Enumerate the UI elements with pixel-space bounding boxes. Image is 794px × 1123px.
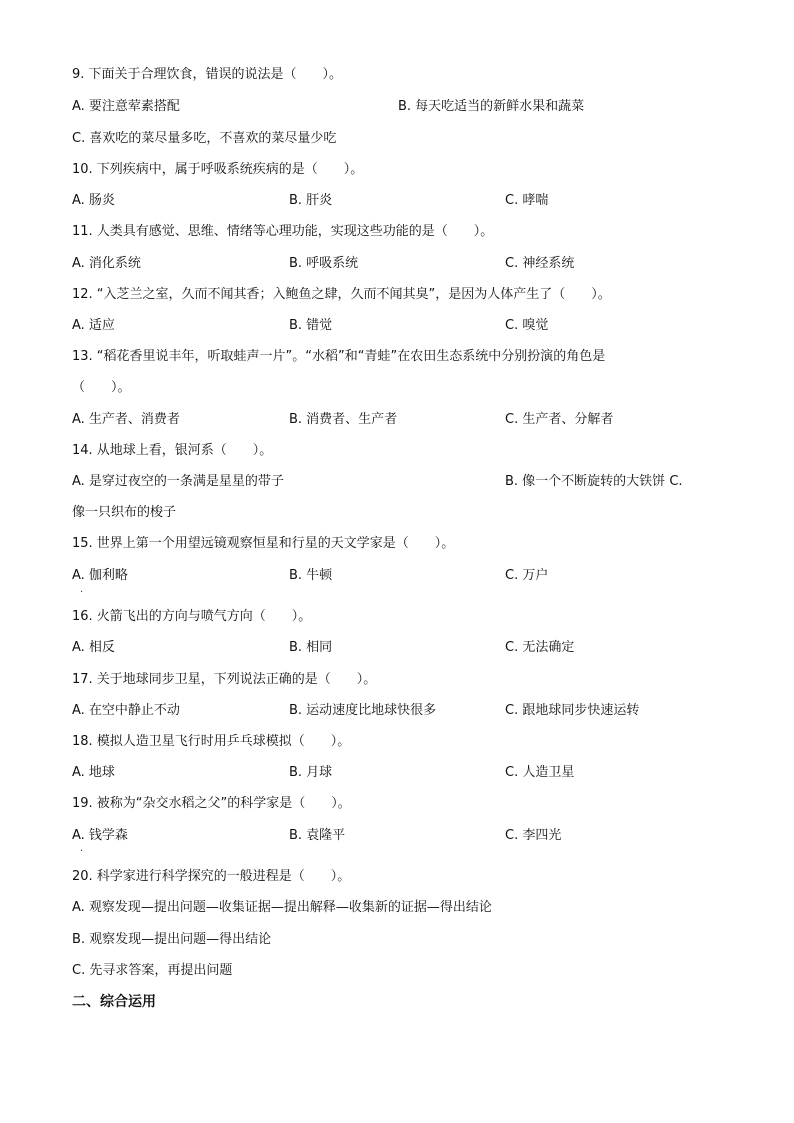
q10-option-c: C. 哮喘	[505, 193, 549, 208]
q19-option-a: A. 钱学森	[72, 828, 128, 843]
q18-option-c: C. 人造卫星	[505, 765, 575, 780]
q13-option-a: A. 生产者、消费者	[72, 412, 180, 427]
q11-option-a: A. 消化系统	[72, 256, 141, 271]
q20-option-b: B. 观察发现—提出问题—得出结论	[72, 932, 272, 947]
q12-option-c: C. 嗅觉	[505, 318, 549, 333]
q15-option-a: A. 伽利略	[72, 568, 128, 583]
q10-option-b: B. 肝炎	[289, 193, 333, 208]
q18-option-a: A. 地球	[72, 765, 115, 780]
q9-option-b: B. 每天吃适当的新鲜水果和蔬菜	[398, 99, 585, 114]
question-11-stem: 11. 人类具有感觉、思维、情绪等心理功能，实现这些功能的是（ ）。	[72, 224, 494, 239]
q14-option-a: A. 是穿过夜空的一条满是星星的带子	[72, 474, 284, 489]
q14-option-b: B. 像一个不断旋转的大铁饼 C.	[505, 474, 683, 489]
section-heading: 二、综合运用	[72, 994, 156, 1010]
question-15-stem: 15. 世界上第一个用望远镜观察恒星和行星的天文学家是（ ）。	[72, 536, 455, 551]
question-19-stem: 19. 被称为“杂交水稻之父”的科学家是（ ）。	[72, 796, 351, 811]
question-10-stem: 10. 下列疾病中，属于呼吸系统疾病的是（ ）。	[72, 162, 364, 177]
q20-option-a: A. 观察发现—提出问题—收集证据—提出解释—收集新的证据—得出结论	[72, 900, 492, 915]
question-14-stem: 14. 从地球上看，银河系（ ）。	[72, 443, 273, 458]
q14-option-c-continued: 像一只织布的梭子	[72, 505, 177, 520]
question-13-stem-continued: （ ）。	[72, 380, 131, 395]
q15-option-b: B. 牛顿	[289, 568, 333, 583]
q11-option-c: C. 神经系统	[505, 256, 575, 271]
q17-option-a: A. 在空中静止不动	[72, 703, 180, 718]
q16-option-b: B. 相同	[289, 640, 333, 655]
question-18-stem: 18. 模拟人造卫星飞行时用乒乓球模拟（ ）。	[72, 734, 351, 749]
q13-option-b: B. 消费者、生产者	[289, 412, 398, 427]
q12-option-a: A. 适应	[72, 318, 115, 333]
q18-option-b: B. 月球	[289, 765, 333, 780]
q16-option-c: C. 无法确定	[505, 640, 575, 655]
q19-option-c: C. 李四光	[505, 828, 562, 843]
q20-option-c: C. 先寻求答案，再提出问题	[72, 963, 233, 978]
q10-option-a: A. 肠炎	[72, 193, 115, 208]
question-13-stem: 13. “稻花香里说丰年，听取蛙声一片”。“水稻”和“青蛙”在农田生态系统中分别扮演的角色是	[72, 349, 606, 364]
question-20-stem: 20. 科学家进行科学探究的一般进程是（ ）。	[72, 869, 351, 884]
q11-option-b: B. 呼吸系统	[289, 256, 359, 271]
q13-option-c: C. 生产者、分解者	[505, 412, 614, 427]
question-17-stem: 17. 关于地球同步卫星，下列说法正确的是（ ）。	[72, 672, 377, 687]
q9-option-c: C. 喜欢吃的菜尽量多吃，不喜欢的菜尽量少吃	[72, 131, 337, 146]
q17-option-b: B. 运动速度比地球快很多	[289, 703, 437, 718]
q12-option-b: B. 错觉	[289, 318, 333, 333]
q9-option-a: A. 要注意荤素搭配	[72, 99, 180, 114]
speck-mark: ·	[80, 587, 84, 598]
q17-option-c: C. 跟地球同步快速运转	[505, 703, 640, 718]
question-9-stem: 9. 下面关于合理饮食，错误的说法是（ ）。	[72, 67, 343, 82]
question-12-stem: 12. “入芝兰之室，久而不闻其香；入鲍鱼之肆，久而不闻其臭”，是因为人体产生了（ ）。	[72, 287, 611, 302]
q19-option-b: B. 袁隆平	[289, 828, 346, 843]
speck-mark: ·	[80, 846, 84, 857]
q15-option-c: C. 万户	[505, 568, 549, 583]
q16-option-a: A. 相反	[72, 640, 115, 655]
question-16-stem: 16. 火箭飞出的方向与喷气方向（ ）。	[72, 609, 312, 624]
